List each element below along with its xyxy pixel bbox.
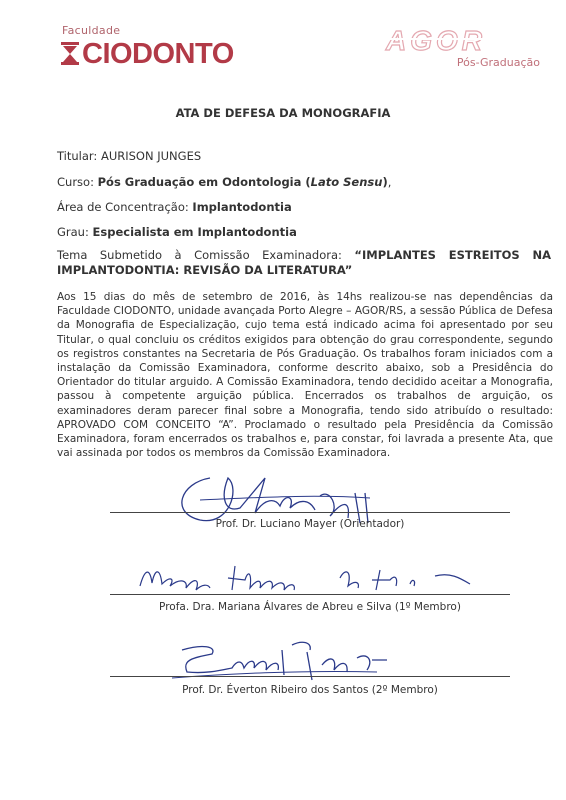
document-title: ATA DE DEFESA DA MONOGRAFIA [175, 106, 391, 120]
area-value: Implantodontia [192, 200, 292, 214]
agor-wordmark-icon [384, 26, 554, 56]
curso-value-italic: Lato Sensu [310, 175, 383, 189]
area-field [57, 200, 292, 214]
logo-ciodonto-name: CIODONTO [82, 38, 234, 70]
curso-value-start: Pós Graduação em Odontologia ( [97, 175, 311, 189]
logo-faculdade-text: Faculdade [62, 24, 121, 37]
agor-logo [384, 26, 554, 76]
signature-label-membro2: Prof. Dr. Éverton Ribeiro dos Santos (2º Membro) [182, 684, 438, 696]
signature-label-membro1: Profa. Dra. Mariana Álvares de Abreu e Silva (1º Membro) [159, 601, 461, 613]
minutes-body-text: Aos 15 dias do mês de setembro de 2016, às 14hs realizou-se nas dependências da Faculdade CIODONTO, unidade avançada Porto Alegre – AGOR/RS, a sessão Pública de Defesa da Monografia de Especialização, cujo tema está indicado acima foi apresentado por seu Titular, o qual concluiu os créditos exigidos para obtenção do grau correspondente, segundo os registros constantes na Secretaria de Pós Graduação. Os trabalhos foram iniciados com a instalação da Comissão Examinadora, conforme descrito abaixo, sob a Presidência do Orientador do titular arguido. A Comissão Examinadora, tendo decidido aceitar a Monografia, passou à competente arguição pública. Encerrados os trabalhos de arguição, os examinadores deram parecer final sobre a Monografia, tendo sido atribuído o resultado: APROVADO COM CONCEITO “A”. Proclamado o resultado pela Presidência da Comissão Examinadora, foram encerrados os trabalhos e, para constar, foi lavrada a presente Ata, que vai assinada por todos os membros da Comissão Examinadora. [57, 291, 553, 460]
ciodonto-mark-icon [60, 41, 80, 65]
curso-field [57, 175, 391, 189]
grau-field [57, 225, 297, 239]
tema-field [57, 248, 551, 278]
signature-line-orientador [110, 512, 510, 513]
svg-text:AGOR: AGOR [386, 26, 486, 56]
tema-value: “IMPLANTES ESTREITOS NA IMPLANTODONTIA: REVISÃO DA LITERATURA” [57, 248, 552, 277]
curso-value-end: ) [382, 175, 388, 189]
grau-value: Especialista em Implantodontia [92, 225, 297, 239]
signature-line-membro1 [110, 594, 510, 595]
curso-suffix: , [387, 175, 392, 189]
grau-label: Grau: [57, 225, 89, 239]
logo-pos-graduacao: Pós-Graduação [456, 56, 540, 69]
titular-field [57, 149, 201, 163]
tema-label: Tema Submetido à Comissão Examinadora: [57, 248, 342, 262]
ciodonto-logo [58, 24, 248, 76]
curso-label: Curso: [57, 175, 94, 189]
area-label: Área de Concentração: [57, 200, 189, 214]
signature-membro1-handwriting [140, 558, 480, 598]
signature-label-orientador: Prof. Dr. Luciano Mayer (Orientador) [215, 518, 405, 530]
signature-line-membro2 [110, 676, 510, 677]
titular-label: Titular: [57, 149, 98, 163]
titular-value: AURISON JUNGES [100, 149, 202, 163]
